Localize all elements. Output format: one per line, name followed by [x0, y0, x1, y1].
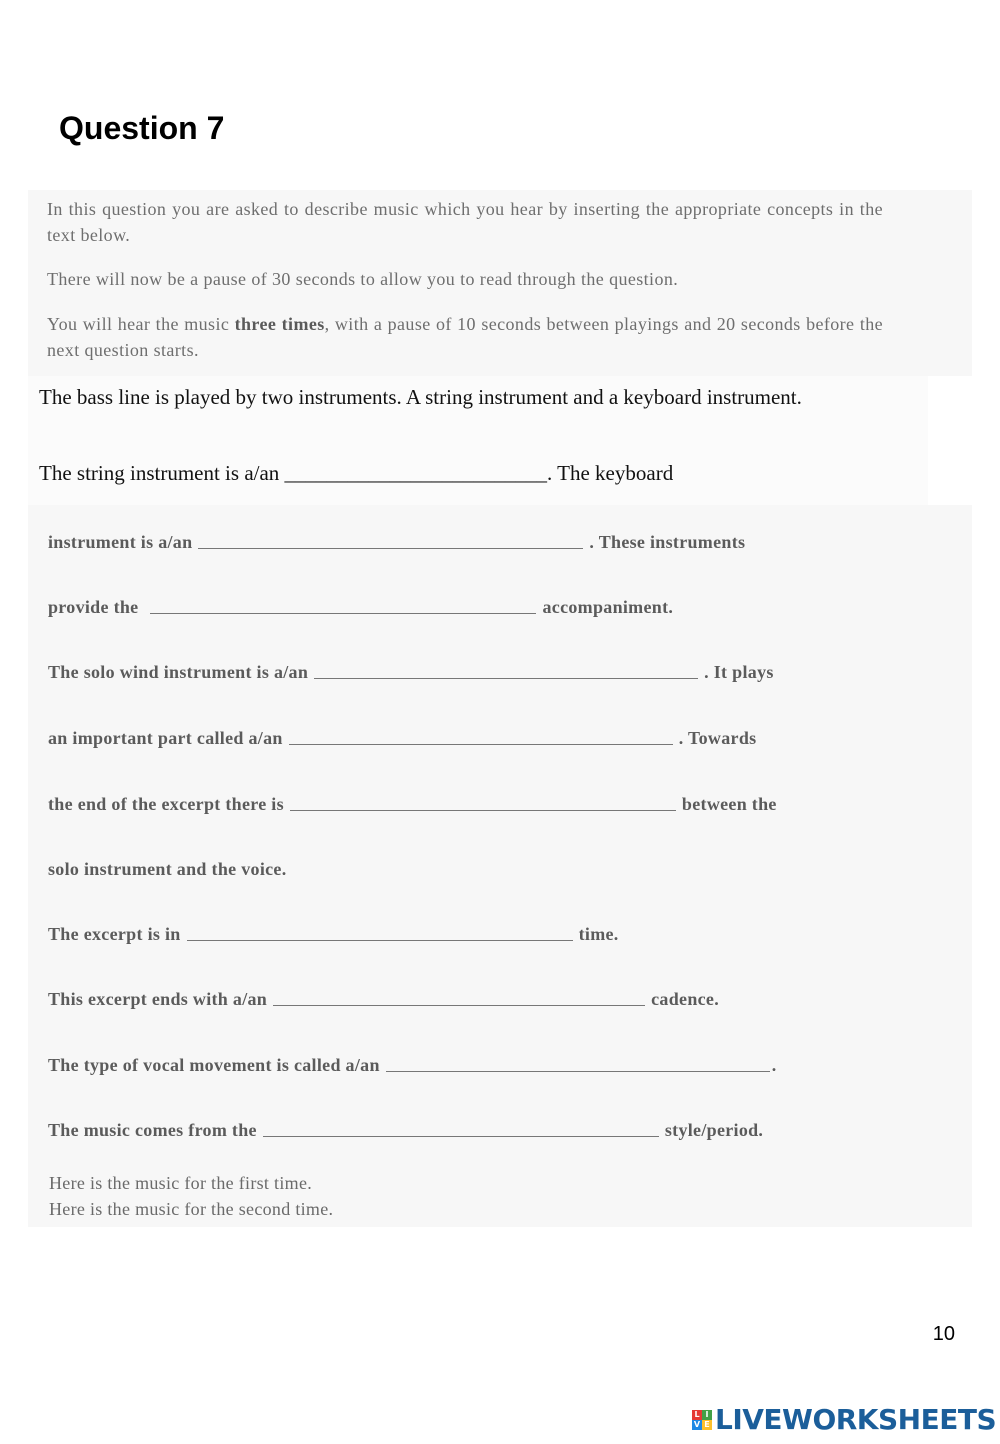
logo-grid-icon	[692, 1410, 712, 1430]
fill-line-vocal-movement: The type of vocal movement is called a/an .	[48, 1055, 777, 1075]
bass-line-statement: The bass line is played by two instruments. A string instrument and a keyboard instrument.	[39, 385, 802, 409]
playback-note-second: Here is the music for the second time.	[49, 1199, 334, 1219]
blank-style-period[interactable]	[263, 1122, 659, 1137]
blank-solo-wind-instrument[interactable]	[314, 664, 698, 679]
fill-line-time: The excerpt is in time.	[48, 924, 619, 944]
blank-vocal-movement[interactable]	[386, 1057, 770, 1072]
blank-accompaniment[interactable]	[150, 599, 536, 614]
blank-cadence[interactable]	[273, 991, 645, 1006]
liveworksheets-logo	[692, 1403, 996, 1436]
blank-keyboard-instrument[interactable]	[198, 534, 583, 549]
blank-important-part[interactable]	[289, 730, 673, 745]
blank-end-feature[interactable]	[290, 796, 676, 811]
logo-letter-l: L	[692, 1410, 702, 1420]
intro-paragraph-1: In this question you are asked to describe music which you hear by inserting the appropriate concepts in the text below.	[47, 199, 883, 245]
logo-letter-v: V	[693, 1419, 701, 1429]
logo-letter-i: I	[702, 1410, 712, 1420]
fill-line-solo-wind: The solo wind instrument is a/an . It plays	[48, 662, 774, 682]
fill-line-accompaniment: provide the accompaniment.	[48, 597, 674, 617]
blank-time[interactable]	[187, 926, 573, 941]
string-instrument-sentence: The string instrument is a/an _________________________. The keyboard	[39, 461, 674, 485]
fill-line-end-of-excerpt: the end of the excerpt there is between the	[48, 794, 777, 814]
page-number: 10	[932, 1323, 955, 1345]
logo-letter-e: E	[702, 1420, 712, 1430]
logo-wordmark: LIVEWORKSHEETS	[715, 1403, 997, 1436]
intro-paragraph-3: You will hear the music three times, with a pause of 10 seconds between playings and 20 seconds before the next question starts.	[47, 314, 884, 360]
intro-paragraph-2: There will now be a pause of 30 seconds to allow you to read through the question.	[47, 269, 679, 289]
fill-line-important-part: an important part called a/an . Towards	[48, 728, 757, 748]
playback-note-first: Here is the music for the first time.	[49, 1173, 313, 1193]
question-title: Question 7	[59, 110, 225, 146]
fill-line-solo-and-voice: solo instrument and the voice.	[48, 859, 287, 879]
fill-line-cadence: This excerpt ends with a/an cadence.	[48, 989, 720, 1009]
fill-line-style-period: The music comes from the style/period.	[48, 1120, 764, 1140]
fill-line-keyboard: instrument is a/an . These instruments	[48, 532, 746, 552]
